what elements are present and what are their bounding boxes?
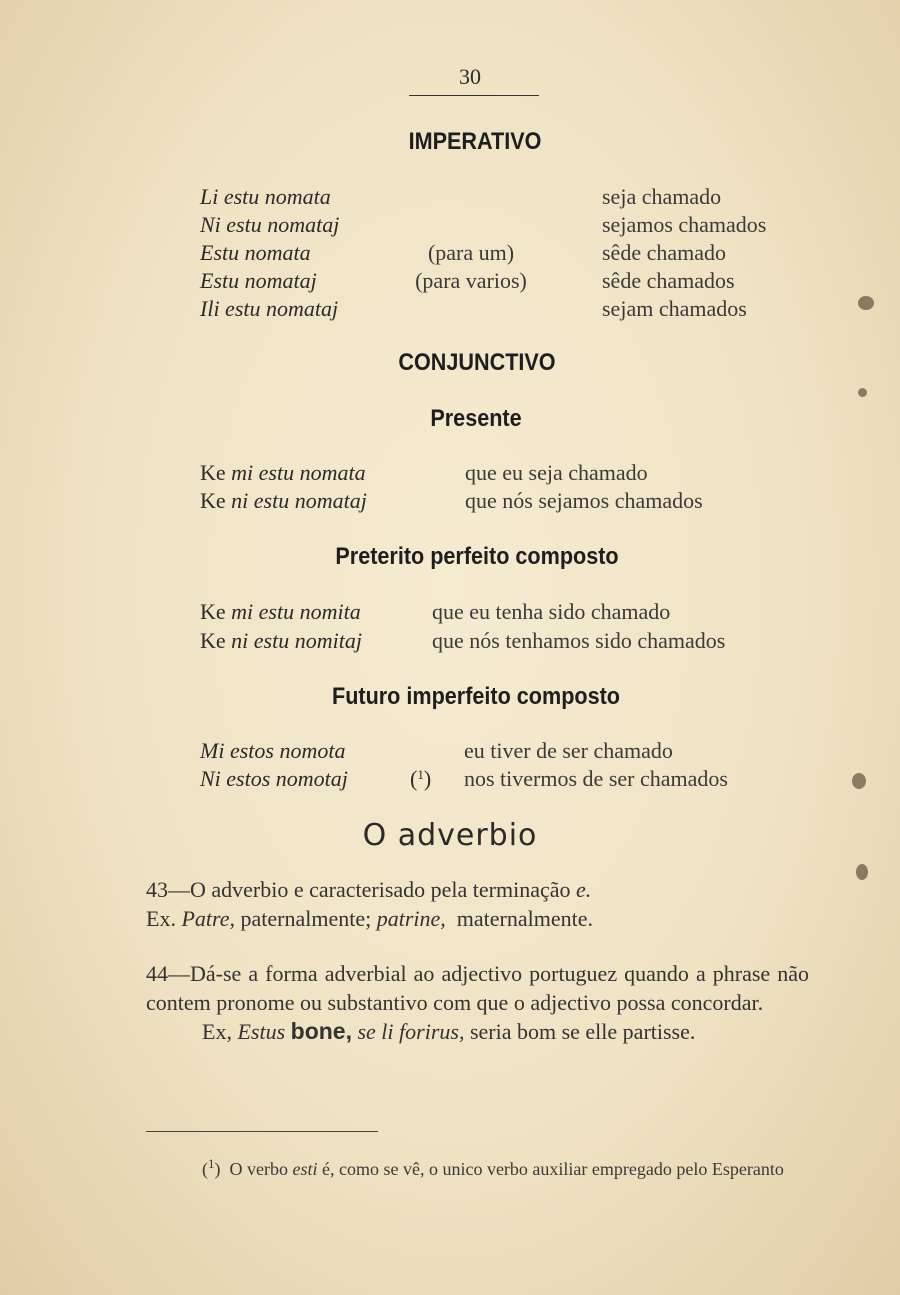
- usage-note: (para varios): [415, 268, 527, 293]
- p44-eo-clause: se li forirus,: [357, 1019, 465, 1044]
- presente-row: [0, 487, 900, 515]
- imperativo-row: [0, 183, 900, 211]
- p43-eo-word: Patre,: [181, 905, 236, 931]
- preterito-row: [0, 627, 900, 655]
- presente-row: [0, 459, 900, 487]
- footnote-text: O verbo: [229, 1159, 288, 1179]
- ink-stain: [858, 296, 874, 310]
- p43-eo-word: patrine,: [376, 905, 446, 931]
- footnote-eo-word: esti: [292, 1159, 318, 1179]
- portuguese-translation: seja chamado: [602, 184, 722, 209]
- footnote-reference[interactable]: ($^1$): [410, 766, 432, 791]
- presente-heading: Presente: [430, 405, 522, 432]
- futuro-heading: Futuro imperfeito composto: [332, 683, 620, 710]
- ke-word: Ke: [200, 488, 226, 513]
- p44-eo-adverb: bone,: [290, 1018, 352, 1044]
- page-number-rule: [409, 95, 539, 96]
- p43-text: 43—O adverbio e caracterisado pela terminação: [146, 877, 571, 902]
- footnote-number: 1: [208, 1156, 215, 1171]
- footnote-rule: [146, 1131, 378, 1132]
- esperanto-form: mi estu nomata: [231, 460, 366, 485]
- portuguese-translation: que nós tenhamos sido chamados: [432, 628, 726, 653]
- esperanto-form: Ni estos nomotaj: [200, 766, 348, 791]
- ink-stain: [852, 773, 866, 789]
- portuguese-translation: eu tiver de ser chamado: [464, 738, 673, 763]
- paragraph-43: [146, 876, 809, 933]
- footnote: [146, 1157, 809, 1181]
- p43-pt-word: maternalmente.: [456, 905, 594, 931]
- ke-word: Ke: [200, 628, 226, 653]
- futuro-row: [0, 765, 900, 793]
- paragraph-44: [146, 960, 809, 1047]
- portuguese-translation: que nós sejamos chamados: [465, 488, 703, 513]
- page-number: 30: [459, 64, 481, 89]
- esperanto-form: Estu nomataj: [200, 268, 317, 293]
- conjunction-ke: [200, 487, 367, 515]
- usage-note: (para um): [427, 240, 515, 265]
- esperanto-form: Mi estos nomota: [200, 738, 346, 763]
- portuguese-translation: sejamos chamados: [602, 212, 767, 237]
- futuro-row: [0, 737, 900, 765]
- esperanto-form: ni estu nomataj: [231, 488, 367, 513]
- portuguese-translation: que eu seja chamado: [465, 460, 648, 485]
- portuguese-translation: sejam chamados: [602, 296, 747, 321]
- portuguese-translation: nos tivermos de ser chamados: [464, 766, 728, 791]
- conjunction-ke: [200, 627, 362, 655]
- esperanto-form: Ni estu nomataj: [200, 212, 340, 237]
- esperanto-form: ni estu nomitaj: [231, 628, 362, 653]
- imperativo-row: [0, 211, 900, 239]
- ke-word: Ke: [200, 460, 226, 485]
- conjunctivo-heading: CONJUNCTIVO: [398, 349, 556, 376]
- imperativo-row: [0, 295, 900, 323]
- portuguese-translation: sêde chamado: [602, 240, 726, 265]
- conjunction-ke: [200, 598, 361, 626]
- portuguese-translation: sêde chamados: [602, 268, 735, 293]
- footnote-marker: 1: [417, 767, 424, 782]
- esperanto-form: Estu nomata: [200, 240, 311, 265]
- esperanto-form: mi estu nomita: [231, 599, 361, 624]
- imperativo-heading: IMPERATIVO: [408, 128, 542, 155]
- footnote-marker: ($^1$): [202, 1156, 221, 1179]
- p44-eo-word: Estus: [237, 1019, 286, 1044]
- conjunction-ke: [200, 459, 366, 487]
- esperanto-form: Li estu nomata: [200, 184, 331, 209]
- ink-stain: [856, 864, 868, 880]
- p43-ending: e.: [576, 877, 592, 902]
- p43-pt-word: paternalmente;: [240, 905, 372, 931]
- preterito-row: [0, 598, 900, 626]
- preterito-heading: Preterito perfeito composto: [335, 543, 619, 570]
- portuguese-translation: que eu tenha sido chamado: [432, 599, 671, 624]
- ke-word: Ke: [200, 599, 226, 624]
- p44-text: 44—Dá-se a forma adverbial ao adjectivo portuguez quando a phrase não contem pronome ou substantivo com que o adjectivo possa concordar.: [146, 961, 809, 1015]
- adverbio-heading: O adverbio: [362, 818, 538, 853]
- p44-pt-translation: seria bom se elle partisse.: [469, 1019, 696, 1044]
- imperativo-row: [0, 267, 900, 295]
- ink-stain: [858, 388, 867, 397]
- p43-example-label: Ex.: [146, 905, 176, 931]
- esperanto-form: Ili estu nomataj: [200, 296, 339, 321]
- footnote-text: é, como se vê, o unico verbo auxiliar empregado pelo Esperanto: [321, 1159, 784, 1179]
- p44-example-label: Ex,: [202, 1019, 232, 1044]
- imperativo-row: [0, 239, 900, 267]
